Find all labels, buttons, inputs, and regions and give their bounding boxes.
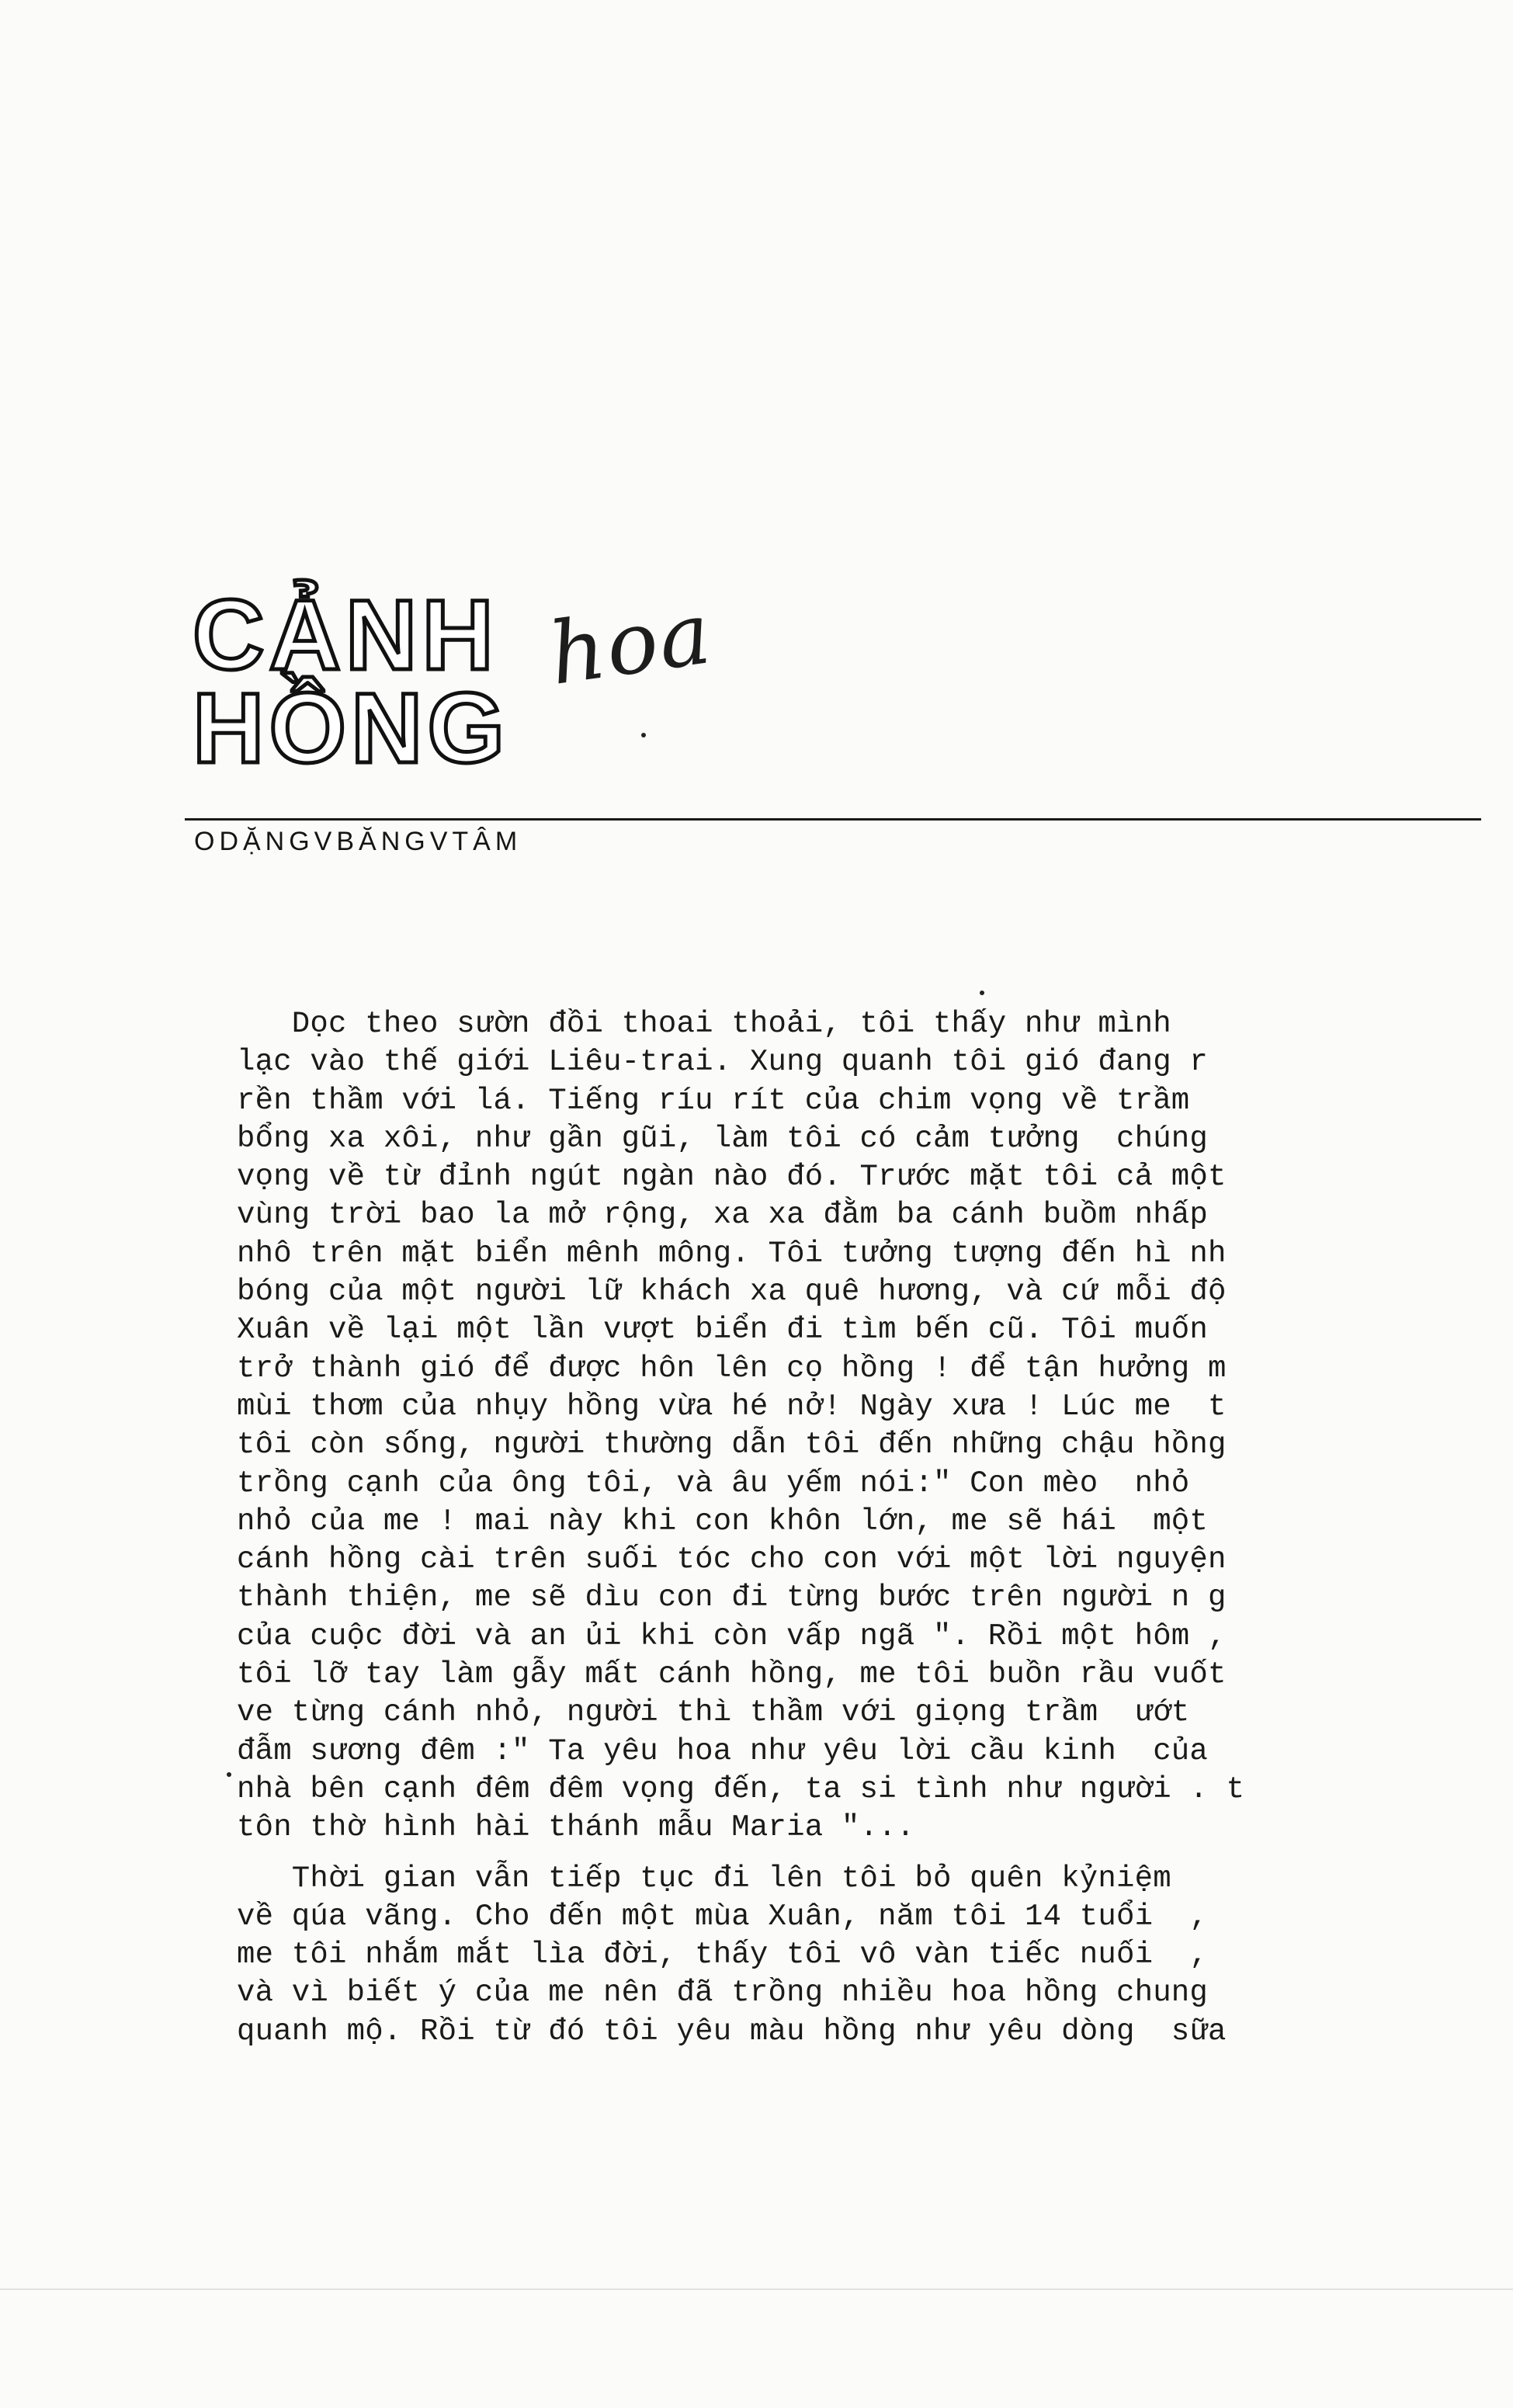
title-line-2: HỒNG bbox=[193, 673, 509, 784]
paragraph-2 bbox=[237, 1860, 1432, 2051]
handwritten-annotation: hoa bbox=[543, 583, 718, 704]
title-divider bbox=[185, 818, 1481, 821]
ink-speck bbox=[227, 1772, 231, 1777]
text-line: mùi thơm của nhụy hồng vừa hé nở! Ngày xưa ! Lúc me t bbox=[237, 1389, 1227, 1424]
text-line: me tôi nhắm mắt lìa đời, thấy tôi vô vàn tiếc nuối , bbox=[237, 1938, 1209, 1973]
text-line: vùng trời bao la mở rộng, xa xa đằm ba cánh buồm nhấp bbox=[237, 1198, 1209, 1233]
author-byline: ODẶNGVBĂNGVTÂM bbox=[194, 827, 522, 856]
text-line: tôi còn sống, người thường dẫn tôi đến những chậu hồng bbox=[237, 1428, 1227, 1462]
text-line: đẫm sương đêm :" Ta yêu hoa như yêu lời cầu kinh của bbox=[237, 1733, 1209, 1768]
text-line: trở thành gió để được hôn lên cọ hồng ! để tận hưởng m bbox=[237, 1351, 1227, 1386]
text-line: cánh hồng cài trên suối tóc cho con với một lời nguyện bbox=[237, 1542, 1227, 1577]
text-line: rền thầm với lá. Tiếng ríu rít của chim vọng về trầm bbox=[237, 1083, 1190, 1118]
text-line: nhỏ của me ! mai này khi con khôn lớn, me sẽ hái một bbox=[237, 1504, 1209, 1539]
text-line: Thời gian vẫn tiếp tục đi lên tôi bỏ quên kỷniệm bbox=[237, 1861, 1171, 1896]
text-line: của cuộc đời và an ủi khi còn vấp ngã ". Rồi một hôm , bbox=[237, 1619, 1227, 1653]
text-line: nhà bên cạnh đêm đêm vọng đến, ta si tình như người . t bbox=[237, 1771, 1245, 1806]
text-line: bổng xa xôi, như gần gũi, làm tôi có cảm tưởng chúng bbox=[237, 1121, 1209, 1156]
text-line: lạc vào thế giới Liêu-trai. Xung quanh tôi gió đang r bbox=[237, 1045, 1209, 1080]
text-line: về qúa vãng. Cho đến một mùa Xuân, năm tôi 14 tuổi , bbox=[237, 1899, 1209, 1934]
text-line: vọng về từ đỉnh ngút ngàn nào đó. Trước mặt tôi cả một bbox=[237, 1160, 1227, 1195]
text-line: bóng của một người lữ khách xa quê hương, và cứ mỗi độ bbox=[237, 1275, 1227, 1310]
text-line: và vì biết ý của me nên đã trồng nhiều hoa hồng chung bbox=[237, 1976, 1209, 2011]
text-line: thành thiện, me sẽ dìu con đi từng bước trên người n g bbox=[237, 1580, 1227, 1615]
page-edge-line bbox=[0, 2288, 1513, 2290]
paragraph-1 bbox=[237, 1005, 1432, 1848]
text-line: quanh mộ. Rồi từ đó tôi yêu màu hồng như yêu dòng sữa bbox=[237, 2014, 1227, 2049]
ink-speck bbox=[980, 991, 984, 995]
article-title bbox=[193, 571, 891, 784]
text-line: tôi lỡ tay làm gẫy mất cánh hồng, me tôi buồn rầu vuốt bbox=[237, 1657, 1227, 1692]
ink-speck bbox=[641, 733, 646, 737]
article-body bbox=[237, 1005, 1432, 2051]
text-line: tôn thờ hình hài thánh mẫu Maria "... bbox=[237, 1810, 915, 1845]
text-line: trồng cạnh của ông tôi, và âu yếm nói:" Con mèo nhỏ bbox=[237, 1466, 1190, 1501]
text-line: Xuân về lại một lần vượt biển đi tìm bến cũ. Tôi muốn bbox=[237, 1313, 1209, 1348]
text-line: ve từng cánh nhỏ, người thì thầm với giọng trầm ướt bbox=[237, 1695, 1190, 1730]
text-line: nhô trên mặt biển mênh mông. Tôi tưởng tượng đến hì nh bbox=[237, 1236, 1227, 1271]
text-line: Dọc theo sườn đồi thoai thoải, tôi thấy như mình bbox=[237, 1007, 1171, 1041]
title-line-1: CẢNH bbox=[193, 580, 498, 691]
